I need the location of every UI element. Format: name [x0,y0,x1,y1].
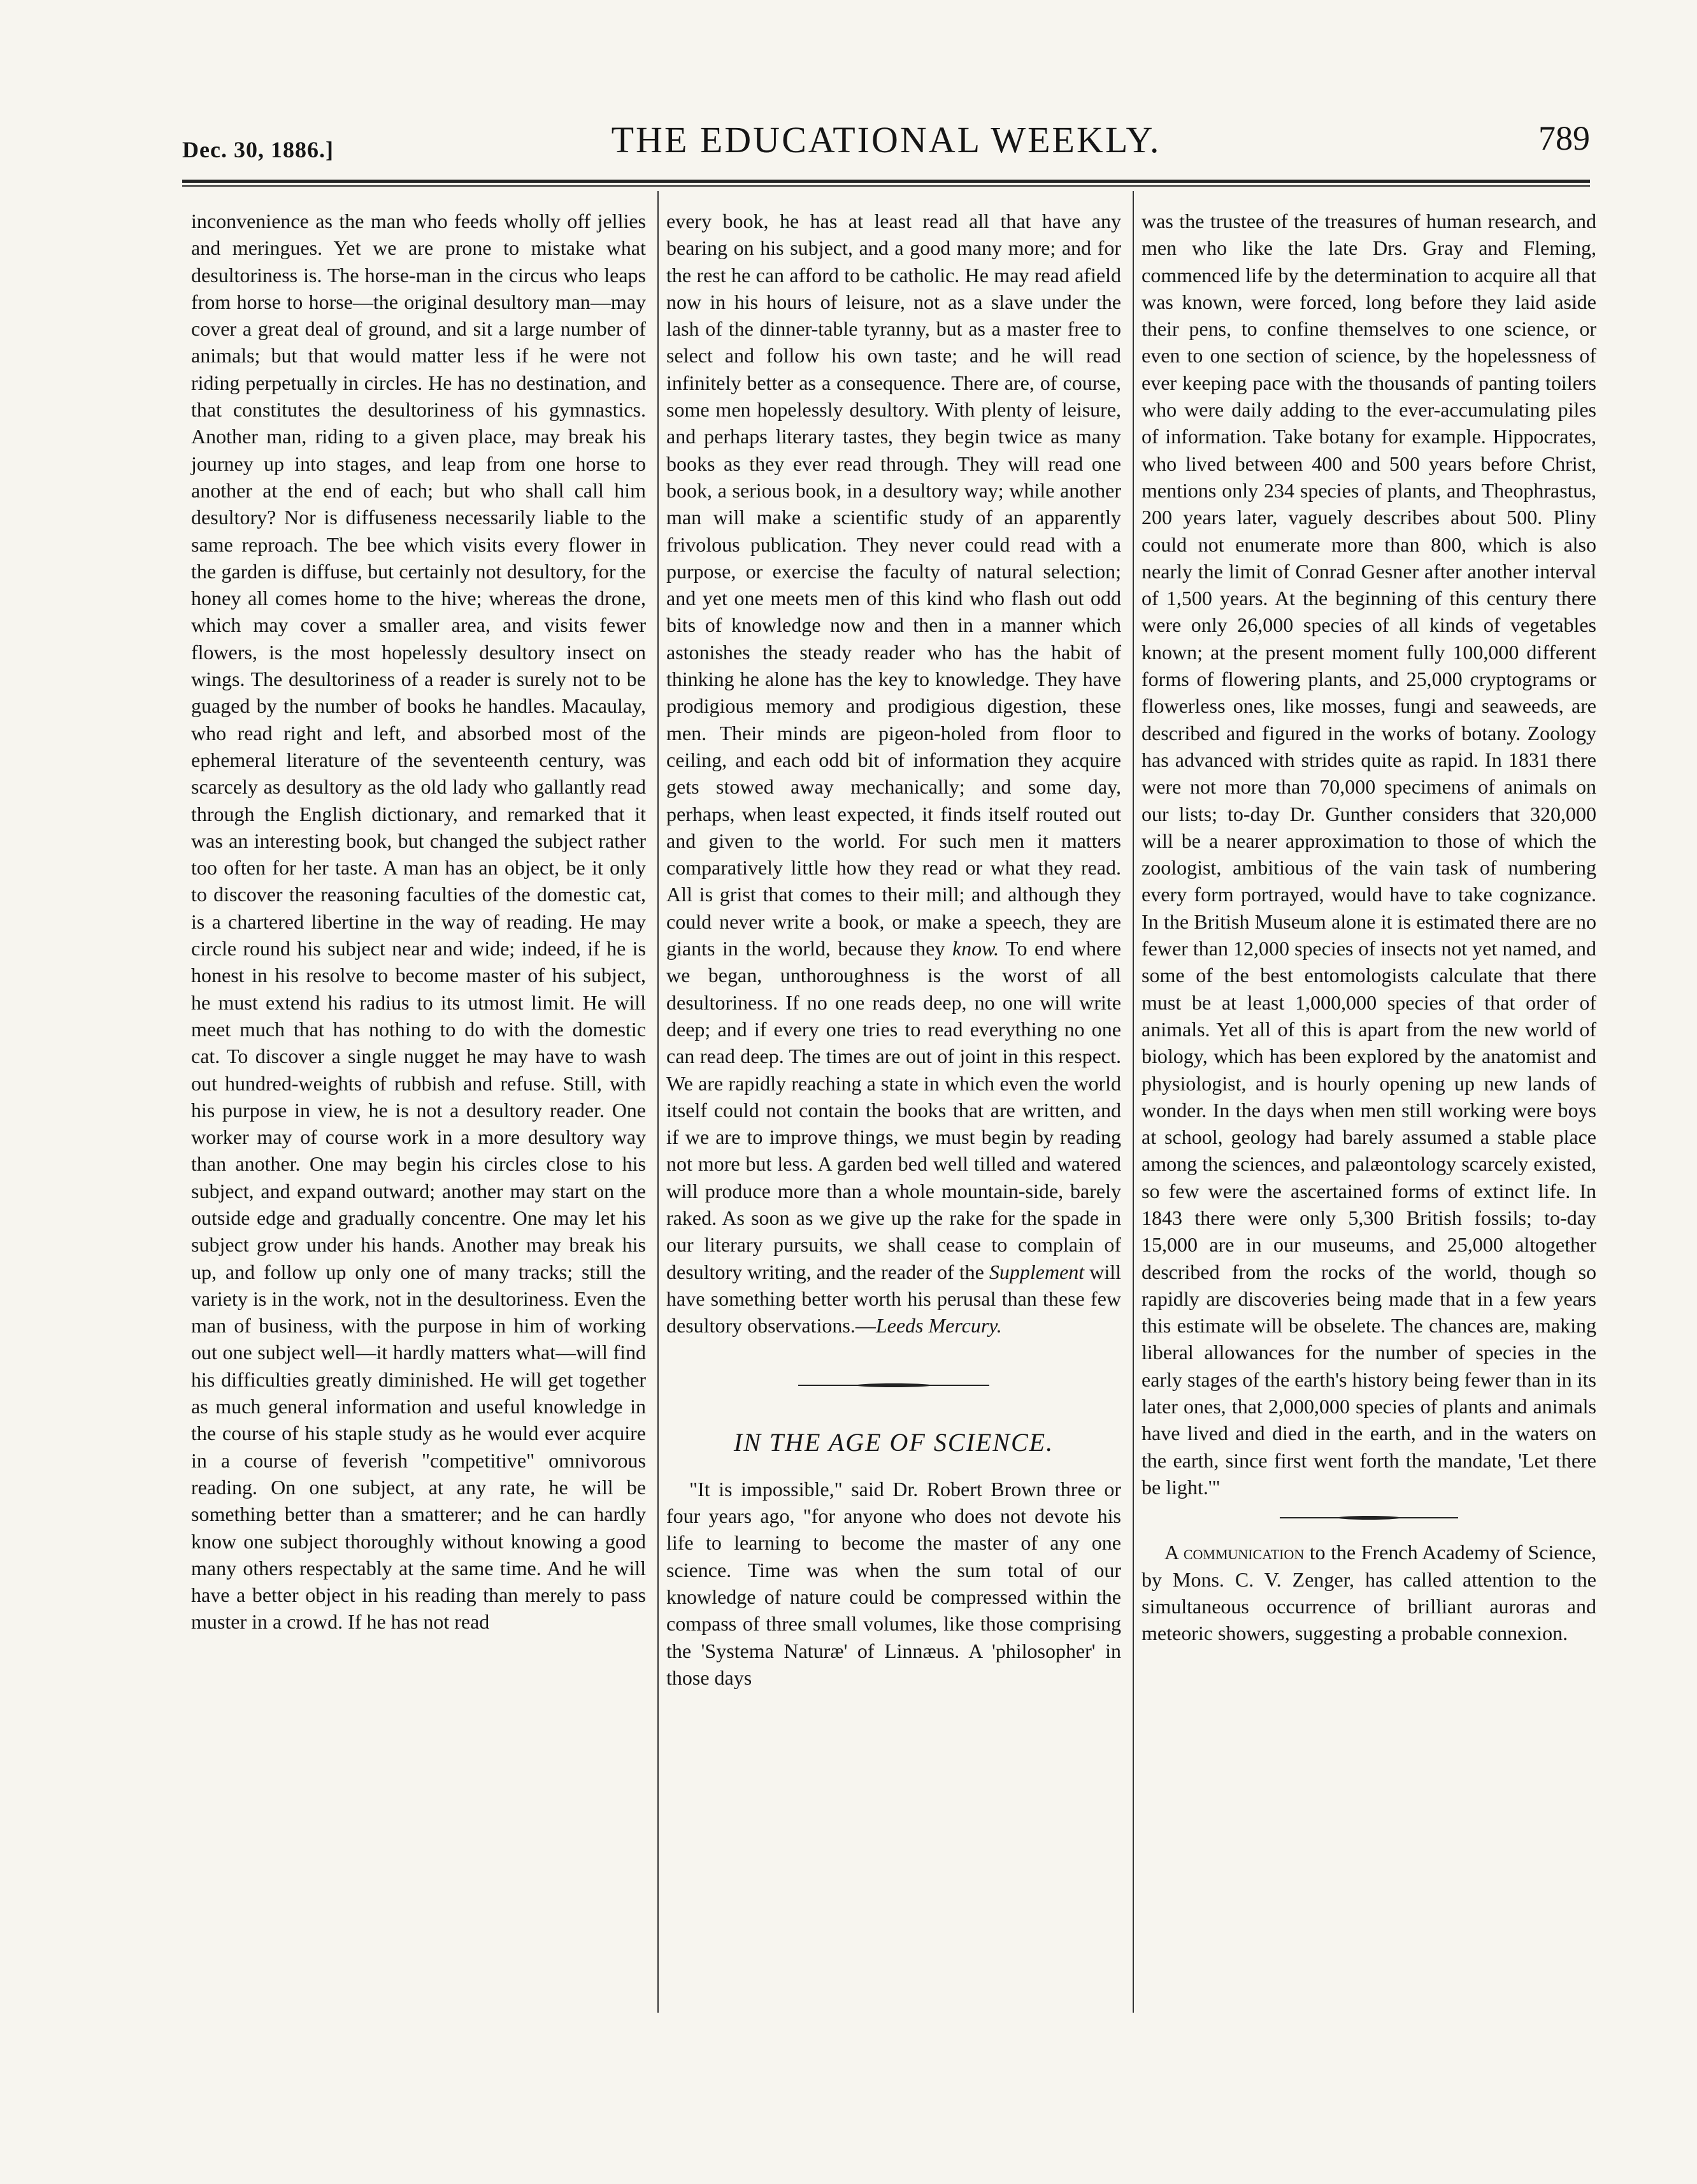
header-rule [182,180,1590,187]
article-continuation: inconvenience as the man who feeds wholly off jellies and meringues. Yet we are prone to mistake what desultoriness is. The horse-man in the circus who leaps from horse to horse—the original desultory man—may cover a great deal of ground, and sit a large number of animals; but that would matter less if he were not riding perpetually in circles. He has no destination, and that constitutes the desultoriness of his gymnastics. Another man, riding to a given place, may break his journey up into stages, and leap from one horse to another at the end of each; but who shall call him desultory? Nor is diffuseness necessarily liable to the same reproach. The bee which visits every flower in the garden is diffuse, but certainly not desultory, for the honey all comes home to the hive; whereas the drone, which may cover a smaller area, and visits fewer flowers, is the most hopelessly desultory insect on wings. The desultoriness of a reader is surely not to be guaged by the number of books he handles. Macaulay, who read right and left, and absorbed most of the ephemeral literature of the seventeenth century, was scarcely as desultory as the old lady who gallantly read through the English dictionary, and remarked that it was an interesting book, but changed the subject rather too often for her taste. A man has an object, be it only to discover the reasoning faculties of the domestic cat, is a chartered libertine in the way of reading. He may circle round his subject near and wide; indeed, if he is honest in his resolve to become master of his subject, he must extend his radius to its utmost limit. He will meet much that has nothing to do with the domestic cat. To discover a single nugget he may have to wash out hundred-weights of rubbish and refuse. Still, with his purpose in view, he is not a desultory reader. One worker may of course work in a more desultory way than another. One may begin his circles close to his subject, and expand outward; another may start on the outside edge and gradually concentre. One may let his subject grow under his hands. Another may break his up, and follow up only one of many tracks; still the variety is in the work, not in the desultoriness. Even the man of business, with the purpose in him of working out one subject well—it hardly matters what—will find his difficulties greatly diminished. He will get together as much general information and useful knowledge in the course of his staple study as he would ever acquire in a course of feverish "competitive" omnivorous reading. On one subject, at any rate, he will be something better than a smatterer; and he can hardly know one subject thoroughly without knowing a good many others respectably at the same time. And he will have a better object in his reading than merely to pass muster in a crowd. If he has not read [191,210,646,1634]
column-3 [1142,208,1596,1646]
article-source: Leeds Mercury. [875,1314,1002,1338]
news-item-lead: A communication [1164,1541,1305,1564]
publication-title: THE EDUCATIONAL WEEKLY. [611,119,1161,161]
issue-date: Dec. 30, 1886.] [182,137,334,162]
section-body-continuation: was the trustee of the treasures of human research, and men who like the late Drs. Gray and Fleming, commenced life by the determination to acquire all that was known, were forced, long before they laid aside their pens, to confine themselves to one science, or even to one section of science, by the hopelessness of ever keeping pace with the thousands of panting toilers who were daily adding to the ever-accumulating piles of information. Take botany for example. Hippocrates, who lived between 400 and 500 years before Christ, mentions only 234 species of plants, and Theophrastus, 200 years later, vaguely describes about 500. Pliny could not enumerate more than 800, which is also nearly the limit of Conrad Gesner after another interval of 1,500 years. At the beginning of this century there were only 26,000 species of all kinds of vegetables known; at the present moment fully 100,000 different forms of flowering plants, and 25,000 cryptograms or flowerless ones, like mosses, fungi and seaweeds, are described and figured in the works of botany. Zoology has advanced with strides quite as rapid. In 1831 there were not more than 70,000 specimens of animals on our lists; to-day Dr. Gunther considers that 320,000 will be a nearer approximation to those of which the zoologist, ambitious of the vain task of numbering every form portrayed, would have to take cognizance. In the British Museum alone it is estimated there are no fewer than 12,000 species of insects not yet named, and some of the best entomologists calculate that there must be at least 1,000,000 species of that order of animals. Yet all of this is apart from the new world of biology, which has been explored by the anatomist and physiologist, and is hourly opening up new lands of wonder. In the days when men still working were boys at school, geology had barely assumed a stable place among the sciences, and palæontology scarcely existed, so few were the ascertained forms of extinct life. In 1843 there were only 5,300 British fossils; to-day 15,000 are in our museums, and 25,000 altogether described from the rocks of the world, though so rapidly are discoveries being made that in a few years this estimate will be obselete. The chances are, making liberal allowances for the number of species in the early stages of the earth's history being fewer than in its later ones, that 2,000,000 species of plants and animals have lived and died in the earth, and in the waters on the earth, since first went forth the mandate, 'Let there be light.'" [1142,210,1596,1499]
news-item: A communication to the French Academy of Science, by Mons. C. V. Zenger, has called attention to the simultaneous occurrence of brilliant auroras and meteoric showers, suggesting a probable connexion. [1142,1541,1597,1645]
masthead [182,118,1590,169]
section-heading: IN THE AGE OF SCIENCE. [733,1428,1054,1457]
column-2 [666,208,1121,1691]
section-body: "It is impossible," said Dr. Robert Brown three or four years ago, "for anyone who does not devote his life to learning to become the master of any one science. Time was when the sum total of our knowledge of nature could be compressed within the compass of three small volumes, like those comprising the 'Systema Naturæ' of Linnæus. A 'philosopher' in those days [666,1477,1121,1689]
section-ornament [798,1383,989,1387]
column-divider [1133,191,1134,2013]
emphasis-know: know. [952,937,999,960]
page-number: 789 [1538,119,1590,157]
section-ornament [1280,1516,1458,1520]
column-divider [657,191,659,2013]
supplement-title: Supplement [989,1260,1085,1283]
column-1 [191,208,646,1636]
article-continuation: every book, he has at least read all that have any bearing on his subject, and a good many more; and for the rest he can afford to be catholic. He may read afield now in his hours of leisure, not as a slave under the lash of the dinner-table tyranny, but as a master free to select and follow his own taste; and he will read infinitely better as a consequence. There are, of course, some men hopelessly desultory. With plenty of leisure, and perhaps literary tastes, they begin twice as many books as they ever read through. They will read one book, a serious book, in a desultory way; while another man will make a scientific study of an apparently frivolous publication. They never could read with a purpose, or exercise the faculty of natural selection; and yet one meets men of this kind who flash out odd bits of knowledge now and then in a manner which astonishes the steady reader who has the habit of thinking he alone has the key to knowledge. They have prodigious memory and prodigious digestion, these men. Their minds are pigeon-holed from floor to ceiling, and each odd bit of information they acquire gets stowed away mechanically; and some day, perhaps, when least expected, it finds itself routed out and given to the world. For such men it matters comparatively little how they read or what they read. All is grist that comes to their mill; and although they could never write a book, or make a speech, they are giants in the world, because they know. To end where we began, unthoroughness is the worst of all desultoriness. If no one reads deep, no one will write deep; and if every one tries to read everything no one can read deep. The times are out of joint in this respect. We are rapidly reaching a state in which even the world itself could not contain the books that are written, and if we are to improve things, we must begin by reading not more but less. A garden bed well tilled and watered will produce more than a whole mountain-side, barely raked. As soon as we give up the rake for the spade in our literary pursuits, we shall cease to complain of desultory writing, and the reader of the Supplement will have something better worth his perusal than these few desultory observations.—Leeds Mercury. [666,210,1122,1338]
